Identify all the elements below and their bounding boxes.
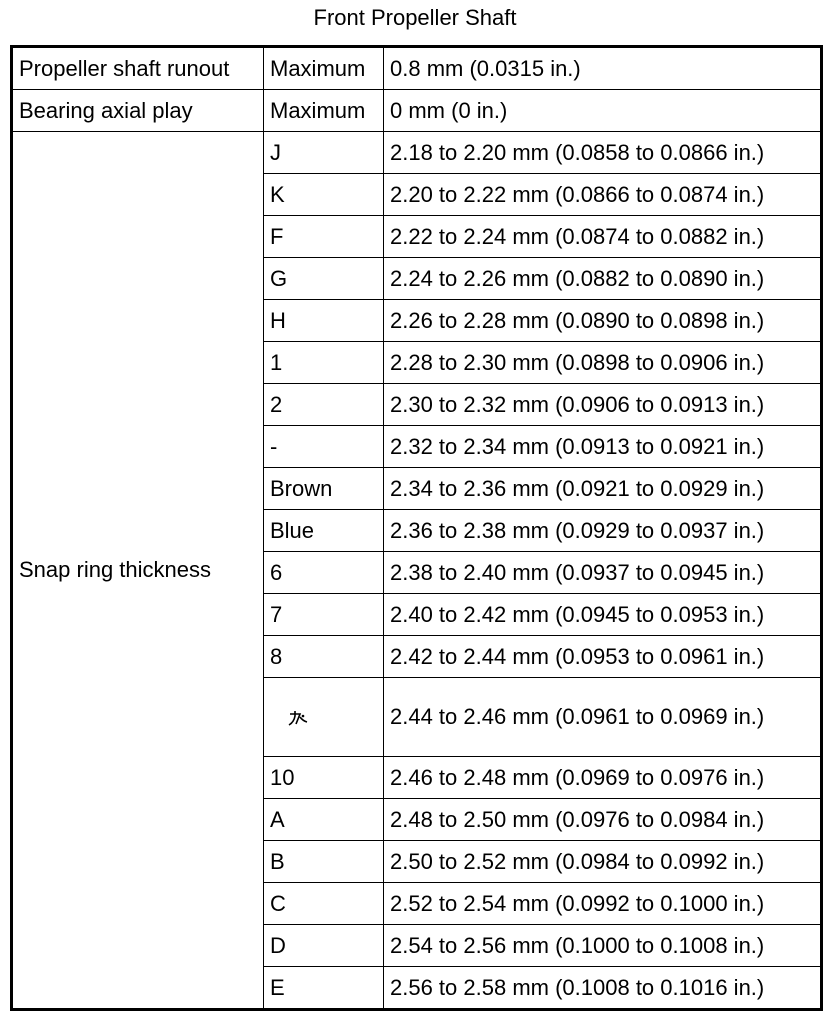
mark-cell: K [264, 174, 384, 216]
mark-cell: 7 [264, 594, 384, 636]
value-cell: 2.20 to 2.22 mm (0.0866 to 0.0874 in.) [384, 174, 822, 216]
mark-cell: Blue [264, 510, 384, 552]
table-row [12, 132, 822, 174]
value-cell: 0.8 mm (0.0315 in.) [384, 47, 822, 90]
value-cell: 2.44 to 2.46 mm (0.0961 to 0.0969 in.) [384, 678, 822, 757]
mark-cell: F [264, 216, 384, 258]
mark-cell: A [264, 799, 384, 841]
mark-cell: 6 [264, 552, 384, 594]
value-cell: 2.24 to 2.26 mm (0.0882 to 0.0890 in.) [384, 258, 822, 300]
value-cell: 2.18 to 2.20 mm (0.0858 to 0.0866 in.) [384, 132, 822, 174]
value-cell: 2.38 to 2.40 mm (0.0937 to 0.0945 in.) [384, 552, 822, 594]
value-cell: 2.34 to 2.36 mm (0.0921 to 0.0929 in.) [384, 468, 822, 510]
spec-table [10, 45, 823, 1011]
spec-table-body [12, 47, 822, 1010]
item-cell: Snap ring thickness [12, 132, 264, 1010]
value-cell: 2.30 to 2.32 mm (0.0906 to 0.0913 in.) [384, 384, 822, 426]
value-cell: 2.48 to 2.50 mm (0.0976 to 0.0984 in.) [384, 799, 822, 841]
kanji-maru-icon [286, 708, 312, 728]
value-cell: 2.56 to 2.58 mm (0.1008 to 0.1016 in.) [384, 967, 822, 1010]
value-cell: 2.22 to 2.24 mm (0.0874 to 0.0882 in.) [384, 216, 822, 258]
table-title: Front Propeller Shaft [313, 5, 517, 30]
value-cell: 2.36 to 2.38 mm (0.0929 to 0.0937 in.) [384, 510, 822, 552]
item-cell: Bearing axial play [12, 90, 264, 132]
mark-cell: 10 [264, 757, 384, 799]
value-cell: 2.54 to 2.56 mm (0.1000 to 0.1008 in.) [384, 925, 822, 967]
condition-cell: Maximum [264, 47, 384, 90]
mark-cell: 1 [264, 342, 384, 384]
mark-cell: Brown [264, 468, 384, 510]
mark-cell: C [264, 883, 384, 925]
mark-cell: 8 [264, 636, 384, 678]
mark-cell: J [264, 132, 384, 174]
value-cell: 2.28 to 2.30 mm (0.0898 to 0.0906 in.) [384, 342, 822, 384]
mark-cell: B [264, 841, 384, 883]
value-cell: 2.50 to 2.52 mm (0.0984 to 0.0992 in.) [384, 841, 822, 883]
value-cell: 2.42 to 2.44 mm (0.0953 to 0.0961 in.) [384, 636, 822, 678]
value-cell: 2.32 to 2.34 mm (0.0913 to 0.0921 in.) [384, 426, 822, 468]
mark-cell: G [264, 258, 384, 300]
item-cell: Propeller shaft runout [12, 47, 264, 90]
mark-cell [264, 678, 384, 757]
value-cell: 2.26 to 2.28 mm (0.0890 to 0.0898 in.) [384, 300, 822, 342]
mark-cell: 2 [264, 384, 384, 426]
condition-cell: Maximum [264, 90, 384, 132]
mark-cell: E [264, 967, 384, 1010]
value-cell: 0 mm (0 in.) [384, 90, 822, 132]
mark-cell: H [264, 300, 384, 342]
value-cell: 2.40 to 2.42 mm (0.0945 to 0.0953 in.) [384, 594, 822, 636]
mark-cell: D [264, 925, 384, 967]
table-row [12, 90, 822, 132]
value-cell: 2.46 to 2.48 mm (0.0969 to 0.0976 in.) [384, 757, 822, 799]
table-row [12, 47, 822, 90]
value-cell: 2.52 to 2.54 mm (0.0992 to 0.1000 in.) [384, 883, 822, 925]
mark-cell: - [264, 426, 384, 468]
